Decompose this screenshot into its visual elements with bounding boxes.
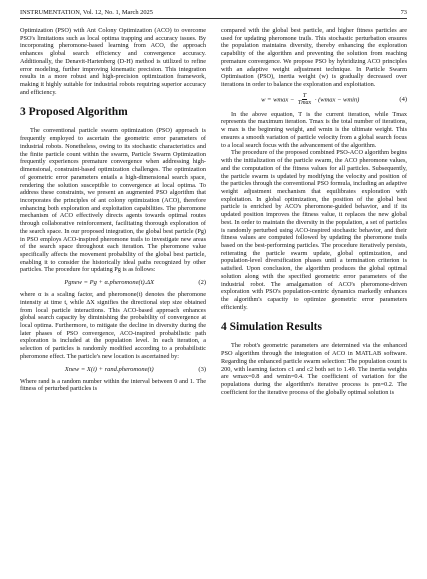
right-paragraph-1: compared with the global best particle, and higher fitness particles are used for updating pheromone trails. This stochastic perturbation ensures the population maintains diversity, thereby enhancing the exploration capability of the algorithm and preventing the solution from reaching premature convergence. We propose PSO by hybridizing ACO principles with an adaptive weight adjustment technique. In Particle Swarm Optimisation (PSO), inertia weight (w) is gradually decreased over iterations in order to balance the exploration and exploitation.: [221, 27, 407, 89]
journal-citation: INSTRUMENTATION, Vol. 12, No. 1, March 2025: [20, 9, 153, 16]
section-3-paragraph-3: Where rand is a random number within the interval between 0 and 1. The fitness of perturbed particles is: [20, 377, 206, 393]
equation-4-fraction: [298, 93, 311, 107]
equation-2-body: Pgnew = Pg + α.pheromone(t).ΔX: [64, 279, 155, 287]
section-3-heading: 3 Proposed Algorithm: [20, 106, 128, 119]
equation-2: [20, 278, 206, 287]
equation-2-number: (2): [198, 279, 206, 287]
section-3-paragraph-1: The conventional particle swarm optimization (PSO) approach is frequently employed to ascertain the geometric error parameters of industrial robots. Nonetheless, owing to its stochastic characteristics and the finite particle count within the swarm, Particle Swarm Optimization frequently experiences premature convergence when addressing high-dimensional, constraint-based optimization challenges. The optimization of geometric error parameters entails a high-dimensional search space, rendering the solution susceptible to convergence at local optima. To address these constraints, we present an augmented PSO algorithm that incorporates the principles of ant colony optimization (ACO), therefore enhancing both exploration and exploitation capabilities. The pheromone mechanism of ACO effectively directs agents towards optimal routes through collaborative reinforcement, facilitating thorough exploration of the search space. In our proposed integration, the global best particle (Pg) in PSO employs ACO-inspired pheromone trails to investigate new areas of the search space throughout each iteration. The pheromone value specifically affects the movement probability of the global best particle, enabling it to consider the historically ideal paths recognized by other particles. The procedure for updating Pg is as follows:: [20, 127, 206, 274]
header-rule: [20, 18, 407, 19]
equation-4-rhs: · (wmax − wmin): [314, 96, 360, 104]
equation-4: [221, 93, 407, 107]
left-column: [20, 27, 206, 396]
right-paragraph-2: In the above equation, T is the current iteration, while Tmax represents the maximum iteration. Tmax is the total number of iterations, w max is the beginning weight, and wmin is the ultimate weight. This ensures a smooth variation of particle velocity from a global search focus to a local search focus with the advancement of the algorithm.: [221, 110, 407, 149]
equation-3-body: Xnew = X(i) + rand.pheromone(t): [64, 365, 154, 373]
equation-4-denominator: Tmax: [297, 100, 312, 107]
equation-4-number: (4): [399, 96, 407, 104]
two-column-body: [20, 27, 407, 396]
section-4-heading: 4 Simulation Results: [221, 321, 322, 334]
right-paragraph-3: The procedure of the proposed combined PSO-ACO algorithm begins with the initialization of the particle swarm, the ACO pheromone values, and the computation of the fitness values for all particles. Subsequently, the particle swarm is updated by modifying the velocity and position of the particles through the conventional PSO formula, including an adaptive weight adjustment mechanism that equilibrates exploration with exploitation. In global optimization, the position of the global best particle is enriched by ACO's pheromone-guided behavior, and if its updated position improves the fitness value, it replaces the new global best. In order to maintain the diversity in the population, a set of particles is randomly perturbed using ACO-inspired stochastic behavior, and their fitness values are computed followed by updating the pheromone trails based on the best-performing particles. The procedure iteratively persists, reiterating the particle swarm update, global optimization, and population-level diversification phases until a termination criterion is satisfied. Upon conclusion, the algorithm produces the global optimal solution along with the specified geometric error parameters of the industrial robot. The amalgamation of ACO's pheromone-driven exploration with PSO's population-centric dynamics markedly enhances the algorithm's capacity to optimize geometric error parameters efficiently.: [221, 149, 407, 311]
equation-3: [20, 365, 206, 374]
equation-3-number: (3): [198, 365, 206, 373]
equation-4-numerator: T: [302, 92, 307, 99]
intro-paragraph: Optimization (PSO) with Ant Colony Optimization (ACO) to overcome PSO's limitations such as local optima trapping and accuracy issues. By incorporating pheromone-based learning from ACO, the approach enhances global search efficiency and convergence accuracy. Additionally, the Denavit-Hartenberg (D-H) method is utilized to refine error modeling, further improving kinematic precision. This integration results in a more robust and high-precision optimization framework, making it highly suitable for industrial robots requiring superior accuracy and efficiency.: [20, 27, 206, 96]
section-4-paragraph-1: The robot's geometric parameters are determined via the enhanced PSO algorithm through the integration of ACO in MATLAB software. Regarding the enhanced particle swarm selection: The population count is 200, with learning factors c1 and c2 both set to 1.49. The inertia weights are wmax=0.8 and wmin=0.4. The coefficient of variation for the populations during the algorithm's iterative process is pm=0.2. The coefficient for the iterative process of the globally optimal solution is: [221, 342, 407, 396]
equation-4-lhs: w = wmax −: [261, 96, 295, 104]
right-column: [221, 27, 407, 396]
running-header: [20, 9, 407, 17]
page-number: 73: [400, 9, 407, 16]
equation-4-body: [221, 93, 399, 107]
section-3-paragraph-2: where α is a scaling factor, and pheromone(t) denotes the pheromone intensity at time t, while ΔX signifies the directional step size obtained from local particle interactions. This ACO-based approach enhances global search capacity by diminishing the probability of convergence at local optima. Furthermore, to mitigate the decline in diversity during the later phases of PSO convergence, ACO-inspired probabilistic path exploration is included at the population level. In each iteration, a selection of particles is randomly modified according to a probabilistic pheromone effect. The particle's new location is ascertained by:: [20, 291, 206, 360]
